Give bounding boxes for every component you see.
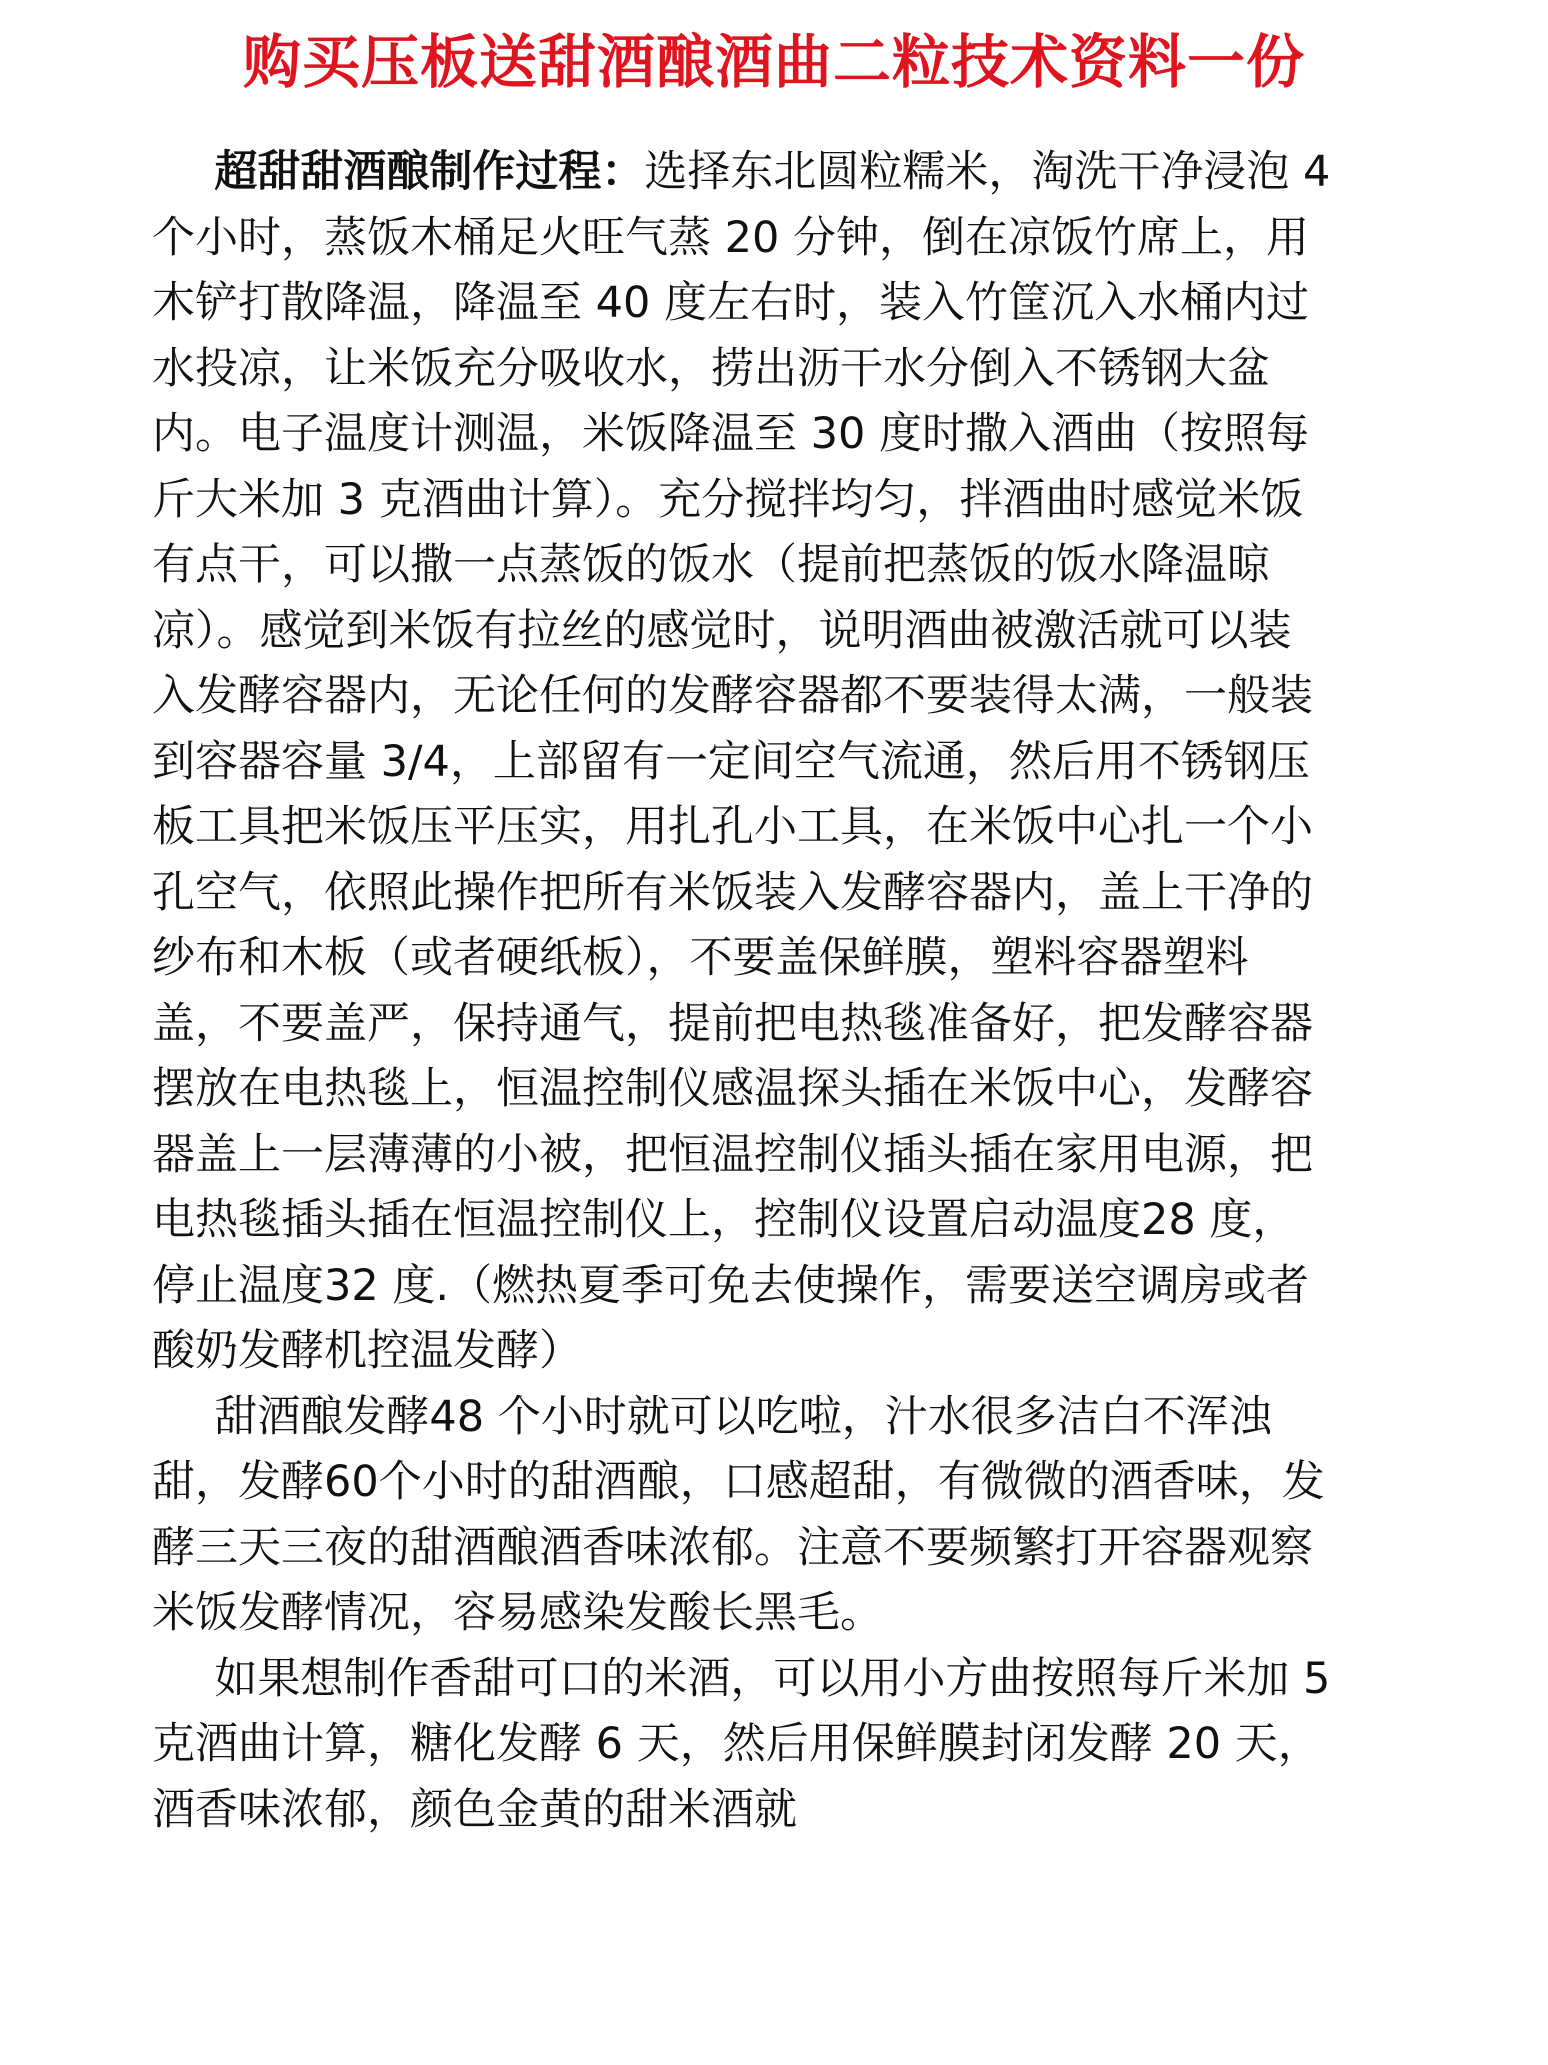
document-body [152,140,1332,1843]
paragraph-rice-wine: 如果想制作香甜可口的米酒，可以用小方曲按照每斤米加 5 克酒曲计算，糖化发酵 6 天，然后用保鲜膜封闭发酵 20 天，酒香味浓郁，颜色金黄的甜米酒就 [152,1653,1331,1835]
document-title: 购买压板送甜酒酿酒曲二粒技术资料一份 [242,28,1305,96]
paragraph-fermentation: 甜酒酿发酵48 个小时就可以吃啦，汁水很多洁白不浑浊甜，发酵60个小时的甜酒酿，口感超甜，有微微的酒香味，发酵三天三夜的甜酒酿酒香味浓郁。注意不要频繁打开容器观察米饭发酵情况，容易感染发酸长黑毛。 [152,1391,1325,1638]
paragraph-process [152,140,1332,1385]
process-heading: 超甜甜酒酿制作过程： [214,147,645,197]
process-text: 选择东北圆粒糯米，淘洗干净浸泡 4 个小时，蒸饭木桶足火旺气蒸 20 分钟，倒在凉饭竹席上，用木铲打散降温，降温至 40 度左右时，装入竹筐沉入水桶内过水投凉，让米饭充分吸收水，捞出沥干水分倒入不锈钢大盆内。电子温度计测温，米饭降温至 30 度时撒入酒曲（按照每斤大米加 3 克酒曲计算）。充分搅拌均匀，拌酒曲时感觉米饭有点干，可以撒一点蒸饭的饭水（提前把蒸饭的饭水降温晾凉）。感觉到米饭有拉丝的感觉时，说明酒曲被激活就可以装入发酵容器内，无论任何的发酵容器都不要装得太满，一般装到容器容量 3/4，上部留有一定间空气流通，然后用不锈钢压板工具把米饭压平压实，用扎孔小工具，在米饭中心扎一个小孔空气，依照此操作把所有米饭装入发酵容器内，盖上干净的纱布和木板（或者硬纸板），不要盖保鲜膜，塑料容器塑料盖，不要盖严，保持通气，提前把电热毯准备好，把发酵容器摆放在电热毯上，恒温控制仪感温探头插在米饭中心，发酵容器盖上一层薄薄的小被，把恒温控制仪插头插在家用电源，把电热毯插头插在恒温控制仪上，控制仪设置启动温度28 度，停止温度32 度.（燃热夏季可免去使操作，需要送空调房或者酸奶发酵机控温发酵） [152,147,1331,1376]
